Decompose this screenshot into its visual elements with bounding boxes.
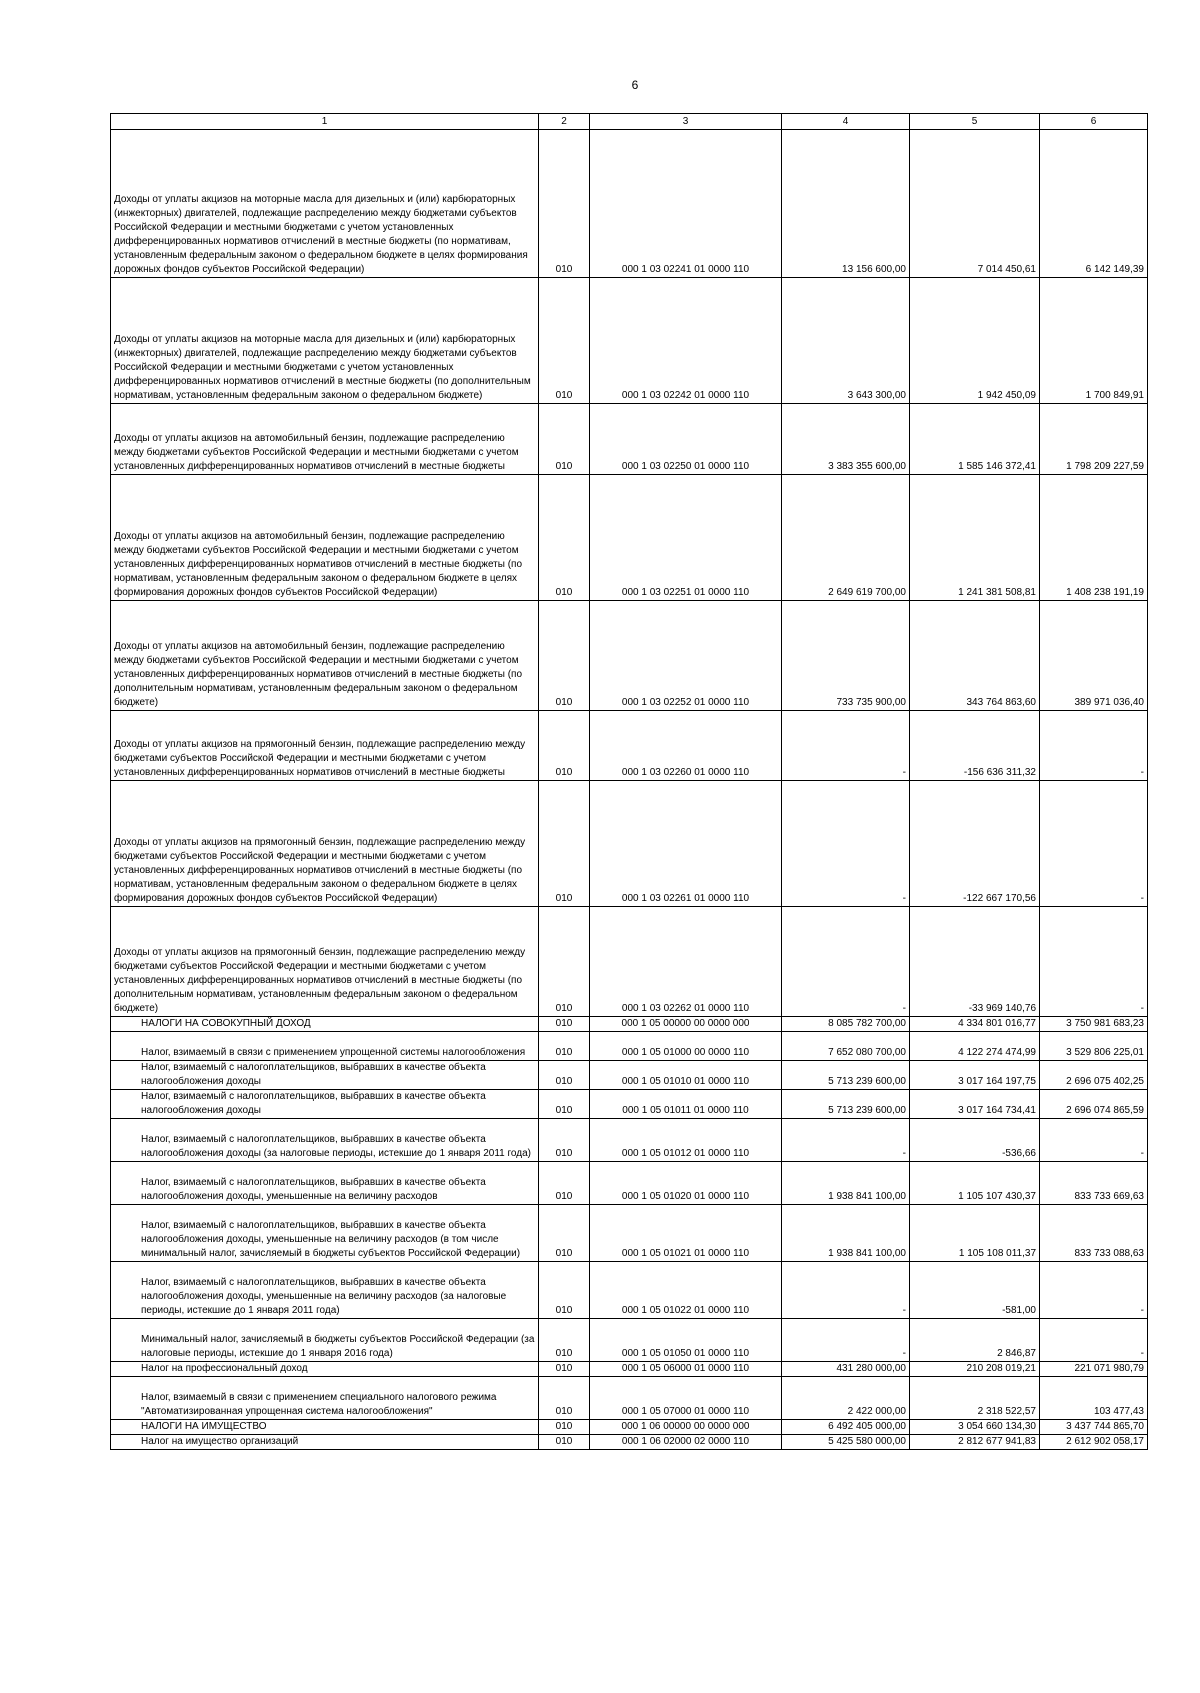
executed-amount: -33 969 140,76: [910, 907, 1040, 1017]
unexecuted-amount: -: [1040, 1319, 1148, 1362]
executed-amount: -122 667 170,56: [910, 781, 1040, 907]
executed-amount: 1 241 381 508,81: [910, 475, 1040, 601]
row-name: Доходы от уплаты акцизов на прямогонный бензин, подлежащие распределению между бюджетами субъектов Российской Федерации и местными бюджетами с учетом установленных дифференцированных нормативов отчислений в местные бюджеты (по дополнительным нормативам, установленным федеральным законом о федеральном бюджете): [111, 907, 539, 1017]
table-row: [111, 1435, 1148, 1450]
approved-amount: 5 713 239 600,00: [782, 1061, 910, 1090]
approved-amount: 2 649 619 700,00: [782, 475, 910, 601]
column-header: 4: [782, 114, 910, 130]
unexecuted-amount: 1 408 238 191,19: [1040, 475, 1148, 601]
row-name: Налог, взимаемый с налогоплательщиков, выбравших в качестве объекта налогообложения доходы: [111, 1090, 539, 1119]
row-code: 010: [539, 1017, 590, 1032]
approved-amount: 1 938 841 100,00: [782, 1162, 910, 1205]
unexecuted-amount: 2 696 075 402,25: [1040, 1061, 1148, 1090]
budget-classification-code: 000 1 05 01000 00 0000 110: [590, 1032, 782, 1061]
row-code: 010: [539, 278, 590, 404]
revenue-table: [110, 113, 1148, 1450]
executed-amount: 1 942 450,09: [910, 278, 1040, 404]
budget-classification-code: 000 1 05 07000 01 0000 110: [590, 1377, 782, 1420]
approved-amount: 1 938 841 100,00: [782, 1205, 910, 1262]
unexecuted-amount: 1 798 209 227,59: [1040, 404, 1148, 475]
row-code: 010: [539, 1262, 590, 1319]
row-code: 010: [539, 404, 590, 475]
row-name: Налог, взимаемый с налогоплательщиков, выбравших в качестве объекта налогообложения доходы, уменьшенные на величину расходов (за налоговые периоды, истекшие до 1 января 2011 года): [111, 1262, 539, 1319]
unexecuted-amount: -: [1040, 1119, 1148, 1162]
row-code: 010: [539, 1362, 590, 1377]
unexecuted-amount: 389 971 036,40: [1040, 601, 1148, 711]
row-code: 010: [539, 1119, 590, 1162]
row-code: 010: [539, 781, 590, 907]
budget-classification-code: 000 1 03 02260 01 0000 110: [590, 711, 782, 781]
unexecuted-amount: 3 437 744 865,70: [1040, 1420, 1148, 1435]
approved-amount: 733 735 900,00: [782, 601, 910, 711]
unexecuted-amount: 6 142 149,39: [1040, 130, 1148, 278]
executed-amount: 2 846,87: [910, 1319, 1040, 1362]
table-row: [111, 1061, 1148, 1090]
unexecuted-amount: 2 612 902 058,17: [1040, 1435, 1148, 1450]
table-row: [111, 1162, 1148, 1205]
table-row: [111, 781, 1148, 907]
approved-amount: 13 156 600,00: [782, 130, 910, 278]
budget-classification-code: 000 1 05 06000 01 0000 110: [590, 1362, 782, 1377]
table-row: [111, 1205, 1148, 1262]
executed-amount: 1 105 107 430,37: [910, 1162, 1040, 1205]
table-row: [111, 1032, 1148, 1061]
table-row: [111, 404, 1148, 475]
executed-amount: 1 585 146 372,41: [910, 404, 1040, 475]
row-name: Налог, взимаемый с налогоплательщиков, выбравших в качестве объекта налогообложения доходы, уменьшенные на величину расходов: [111, 1162, 539, 1205]
unexecuted-amount: 833 733 088,63: [1040, 1205, 1148, 1262]
unexecuted-amount: 2 696 074 865,59: [1040, 1090, 1148, 1119]
row-name: Налог, взимаемый в связи с применением упрощенной системы налогообложения: [111, 1032, 539, 1061]
executed-amount: 3 054 660 134,30: [910, 1420, 1040, 1435]
table-row: [111, 1090, 1148, 1119]
column-header: 3: [590, 114, 782, 130]
row-name: Доходы от уплаты акцизов на автомобильный бензин, подлежащие распределению между бюджетами субъектов Российской Федерации и местными бюджетами с учетом установленных дифференцированных нормативов отчислений в местные бюджеты: [111, 404, 539, 475]
table-row: [111, 1420, 1148, 1435]
approved-amount: -: [782, 711, 910, 781]
row-code: 010: [539, 1319, 590, 1362]
approved-amount: 3 383 355 600,00: [782, 404, 910, 475]
table-row: [111, 1017, 1148, 1032]
row-name: Налог на имущество организаций: [111, 1435, 539, 1450]
unexecuted-amount: 103 477,43: [1040, 1377, 1148, 1420]
executed-amount: 3 017 164 734,41: [910, 1090, 1040, 1119]
row-name: Налог на профессиональный доход: [111, 1362, 539, 1377]
row-name: НАЛОГИ НА ИМУЩЕСТВО: [111, 1420, 539, 1435]
approved-amount: 5 425 580 000,00: [782, 1435, 910, 1450]
row-code: 010: [539, 1420, 590, 1435]
row-code: 010: [539, 601, 590, 711]
approved-amount: 6 492 405 000,00: [782, 1420, 910, 1435]
approved-amount: -: [782, 1262, 910, 1319]
executed-amount: -536,66: [910, 1119, 1040, 1162]
unexecuted-amount: -: [1040, 1262, 1148, 1319]
approved-amount: 5 713 239 600,00: [782, 1090, 910, 1119]
executed-amount: 343 764 863,60: [910, 601, 1040, 711]
row-code: 010: [539, 1032, 590, 1061]
row-name: Налог, взимаемый с налогоплательщиков, выбравших в качестве объекта налогообложения доходы (за налоговые периоды, истекшие до 1 января 2011 года): [111, 1119, 539, 1162]
executed-amount: 1 105 108 011,37: [910, 1205, 1040, 1262]
row-name: Минимальный налог, зачисляемый в бюджеты субъектов Российской Федерации (за налоговые периоды, истекшие до 1 января 2016 года): [111, 1319, 539, 1362]
unexecuted-amount: 3 529 806 225,01: [1040, 1032, 1148, 1061]
approved-amount: 7 652 080 700,00: [782, 1032, 910, 1061]
row-name: Доходы от уплаты акцизов на автомобильный бензин, подлежащие распределению между бюджетами субъектов Российской Федерации и местными бюджетами с учетом установленных дифференцированных нормативов отчислений в местные бюджеты (по дополнительным нормативам, установленным федеральным законом о федеральном бюджете): [111, 601, 539, 711]
row-code: 010: [539, 907, 590, 1017]
budget-classification-code: 000 1 05 01011 01 0000 110: [590, 1090, 782, 1119]
table-row: [111, 907, 1148, 1017]
approved-amount: -: [782, 781, 910, 907]
row-code: 010: [539, 711, 590, 781]
row-name: Доходы от уплаты акцизов на моторные масла для дизельных и (или) карбюраторных (инжекторных) двигателей, подлежащие распределению между бюджетами субъектов Российской Федерации и местными бюджетами с учетом установленных дифференцированных нормативов отчислений в местные бюджеты (по нормативам, установленным федеральным законом о федеральном бюджете в целях формирования дорожных фондов субъектов Российской Федерации): [111, 130, 539, 278]
budget-classification-code: 000 1 06 00000 00 0000 000: [590, 1420, 782, 1435]
column-header: 6: [1040, 114, 1148, 130]
executed-amount: 2 318 522,57: [910, 1377, 1040, 1420]
executed-amount: 4 122 274 474,99: [910, 1032, 1040, 1061]
budget-classification-code: 000 1 05 01012 01 0000 110: [590, 1119, 782, 1162]
unexecuted-amount: 221 071 980,79: [1040, 1362, 1148, 1377]
budget-classification-code: 000 1 03 02242 01 0000 110: [590, 278, 782, 404]
column-header: 5: [910, 114, 1040, 130]
row-name: Налог, взимаемый в связи с применением специального налогового режима "Автоматизированная упрощенная система налогообложения": [111, 1377, 539, 1420]
unexecuted-amount: -: [1040, 711, 1148, 781]
row-code: 010: [539, 1061, 590, 1090]
executed-amount: -156 636 311,32: [910, 711, 1040, 781]
row-code: 010: [539, 1090, 590, 1119]
table-row: [111, 601, 1148, 711]
row-code: 010: [539, 1205, 590, 1262]
table-header-row: [111, 114, 1148, 130]
approved-amount: 2 422 000,00: [782, 1377, 910, 1420]
row-name: Доходы от уплаты акцизов на моторные масла для дизельных и (или) карбюраторных (инжекторных) двигателей, подлежащие распределению между бюджетами субъектов Российской Федерации и местными бюджетами с учетом установленных дифференцированных нормативов отчислений в местные бюджеты (по дополнительным нормативам, установленным федеральным законом о федеральном бюджете): [111, 278, 539, 404]
approved-amount: -: [782, 1119, 910, 1162]
row-name: Доходы от уплаты акцизов на автомобильный бензин, подлежащие распределению между бюджетами субъектов Российской Федерации и местными бюджетами с учетом установленных дифференцированных нормативов отчислений в местные бюджеты (по нормативам, установленным федеральным законом о федеральном бюджете в целях формирования дорожных фондов субъектов Российской Федерации): [111, 475, 539, 601]
budget-classification-code: 000 1 05 01010 01 0000 110: [590, 1061, 782, 1090]
approved-amount: -: [782, 907, 910, 1017]
budget-classification-code: 000 1 03 02250 01 0000 110: [590, 404, 782, 475]
row-code: 010: [539, 130, 590, 278]
table-row: [111, 130, 1148, 278]
executed-amount: 4 334 801 016,77: [910, 1017, 1040, 1032]
budget-classification-code: 000 1 06 02000 02 0000 110: [590, 1435, 782, 1450]
executed-amount: -581,00: [910, 1262, 1040, 1319]
executed-amount: 3 017 164 197,75: [910, 1061, 1040, 1090]
budget-classification-code: 000 1 05 01021 01 0000 110: [590, 1205, 782, 1262]
table-row: [111, 278, 1148, 404]
table-row: [111, 711, 1148, 781]
unexecuted-amount: 833 733 669,63: [1040, 1162, 1148, 1205]
row-code: 010: [539, 1435, 590, 1450]
row-name: Налог, взимаемый с налогоплательщиков, выбравших в качестве объекта налогообложения доходы, уменьшенные на величину расходов (в том числе минимальный налог, зачисляемый в бюджеты субъектов Российской Федерации): [111, 1205, 539, 1262]
table-row: [111, 1377, 1148, 1420]
budget-classification-code: 000 1 03 02261 01 0000 110: [590, 781, 782, 907]
budget-classification-code: 000 1 05 01020 01 0000 110: [590, 1162, 782, 1205]
row-code: 010: [539, 1162, 590, 1205]
unexecuted-amount: -: [1040, 781, 1148, 907]
budget-classification-code: 000 1 03 02252 01 0000 110: [590, 601, 782, 711]
approved-amount: 8 085 782 700,00: [782, 1017, 910, 1032]
table-row: [111, 475, 1148, 601]
budget-classification-code: 000 1 03 02241 01 0000 110: [590, 130, 782, 278]
row-name: Налог, взимаемый с налогоплательщиков, выбравших в качестве объекта налогообложения доходы: [111, 1061, 539, 1090]
row-name: НАЛОГИ НА СОВОКУПНЫЙ ДОХОД: [111, 1017, 539, 1032]
column-header: 1: [111, 114, 539, 130]
executed-amount: 2 812 677 941,83: [910, 1435, 1040, 1450]
unexecuted-amount: 3 750 981 683,23: [1040, 1017, 1148, 1032]
executed-amount: 7 014 450,61: [910, 130, 1040, 278]
table-row: [111, 1319, 1148, 1362]
row-code: 010: [539, 1377, 590, 1420]
executed-amount: 210 208 019,21: [910, 1362, 1040, 1377]
approved-amount: 3 643 300,00: [782, 278, 910, 404]
column-header: 2: [539, 114, 590, 130]
table-row: [111, 1362, 1148, 1377]
approved-amount: 431 280 000,00: [782, 1362, 910, 1377]
budget-classification-code: 000 1 03 02262 01 0000 110: [590, 907, 782, 1017]
page-number: 6: [631, 78, 639, 92]
budget-classification-code: 000 1 05 00000 00 0000 000: [590, 1017, 782, 1032]
budget-classification-code: 000 1 05 01050 01 0000 110: [590, 1319, 782, 1362]
approved-amount: -: [782, 1319, 910, 1362]
row-name: Доходы от уплаты акцизов на прямогонный бензин, подлежащие распределению между бюджетами субъектов Российской Федерации и местными бюджетами с учетом установленных дифференцированных нормативов отчислений в местные бюджеты: [111, 711, 539, 781]
row-name: Доходы от уплаты акцизов на прямогонный бензин, подлежащие распределению между бюджетами субъектов Российской Федерации и местными бюджетами с учетом установленных дифференцированных нормативов отчислений в местные бюджеты (по нормативам, установленным федеральным законом о федеральном бюджете в целях формирования дорожных фондов субъектов Российской Федерации): [111, 781, 539, 907]
table-row: [111, 1119, 1148, 1162]
table-row: [111, 1262, 1148, 1319]
unexecuted-amount: 1 700 849,91: [1040, 278, 1148, 404]
budget-classification-code: 000 1 03 02251 01 0000 110: [590, 475, 782, 601]
budget-classification-code: 000 1 05 01022 01 0000 110: [590, 1262, 782, 1319]
row-code: 010: [539, 475, 590, 601]
unexecuted-amount: -: [1040, 907, 1148, 1017]
